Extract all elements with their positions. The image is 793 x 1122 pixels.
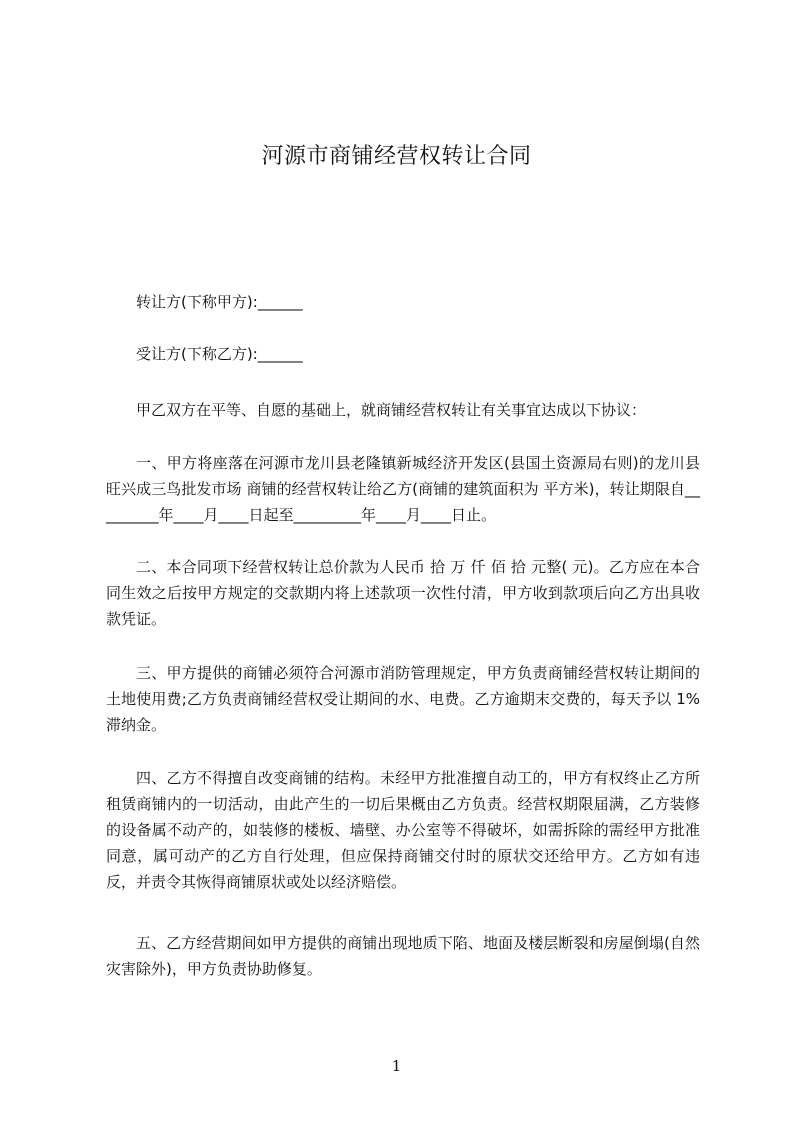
clause-2: 二、本合同项下经营权转让总价款为人民币 拾 万 仟 佰 拾 元整( 元)。乙方应在本合同生效之后按甲方规定的交款期内将上述款项一次性付清，甲方收到款项后向乙方出具收款凭证。 [106, 558, 700, 628]
clause-5: 五、乙方经营期间如甲方提供的商铺出现地质下陷、地面及楼层断裂和房屋倒塌(自然灾害除外)，甲方负责协助修复。 [106, 934, 700, 978]
page-title: 河源市商铺经营权转让合同 [261, 144, 532, 169]
transferor-line: 转让方(下称甲方):______ [136, 293, 303, 311]
clause-3: 三、甲方提供的商铺必须符合河源市消防管理规定，甲方负责商铺经营权转让期间的土地使用费;乙方负责商铺经营权受让期间的水、电费。乙方逾期末交费的，每天予以 1%滞纳金。 [106, 664, 700, 734]
clause-1: 一、甲方将座落在河源市龙川县老隆镇新城经济开发区(县国土资源局右则)的龙川县旺兴成三鸟批发市场 商铺的经营权转让给乙方(商铺的建筑面积为 平方米)，转让期限自_________年____月____日起至_________年____月____日止。 [106, 454, 700, 524]
transferee-line: 受让方(下称乙方):______ [136, 345, 303, 363]
page-number: 1 [391, 1057, 402, 1075]
intro-paragraph: 甲乙双方在平等、自愿的基础上，就商铺经营权转让有关事宜达成以下协议： [136, 401, 647, 419]
clause-4: 四、乙方不得擅自改变商铺的结构。未经甲方批准擅自动工的，甲方有权终止乙方所租赁商铺内的一切活动，由此产生的一切后果概由乙方负责。经营权期限届满，乙方装修的设备属不动产的，如装修的楼板、墙壁、办公室等不得破坏，如需拆除的需经甲方批准同意，属可动产的乙方自行处理，但应保持商铺交付时的原状交还给甲方。乙方如有违反，并责令其恢得商铺原状或处以经济赔偿。 [106, 769, 700, 891]
